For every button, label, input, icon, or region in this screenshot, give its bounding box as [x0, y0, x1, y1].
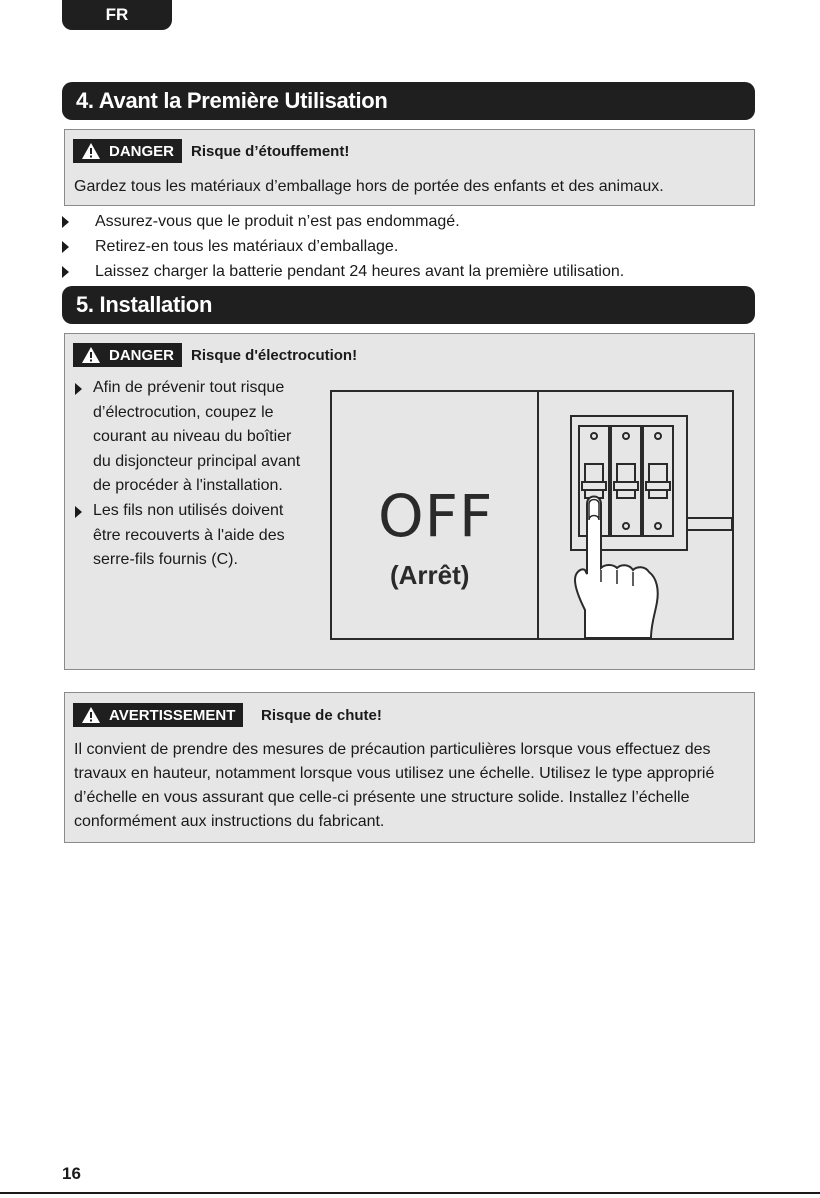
bullet-arrow-icon	[62, 266, 69, 278]
warning-badge-label: AVERTISSEMENT	[109, 706, 236, 724]
risk-title: Risque d’étouffement!	[191, 143, 350, 160]
warning-badge	[73, 703, 243, 727]
section-4-heading: 4. Avant la Première Utilisation	[62, 82, 755, 120]
list-item-text: Retirez-en tous les matériaux d’emballage.	[95, 238, 399, 255]
language-tab: FR	[62, 0, 172, 30]
danger-badge-label: DANGER	[109, 346, 175, 364]
preparation-list	[62, 209, 624, 284]
bullet-arrow-icon	[75, 506, 82, 518]
warning-triangle-icon	[81, 346, 101, 364]
danger-choking-panel	[64, 129, 755, 206]
breaker-off-illustration	[330, 390, 734, 640]
bullet-arrow-icon	[62, 241, 69, 253]
danger-badge	[73, 343, 182, 367]
list-item-text: Laissez charger la batterie pendant 24 heures avant la première utilisation.	[95, 263, 625, 280]
breaker-hand-icon	[539, 392, 732, 638]
list-item-text: Afin de prévenir tout risque d’électrocution, coupez le courant au niveau du boîtier du disjoncteur principal avant de procéder à l'installation.	[93, 379, 301, 495]
danger-badge	[73, 139, 182, 163]
section-5-heading: 5. Installation	[62, 286, 755, 324]
bullet-arrow-icon	[75, 383, 82, 395]
list-item	[75, 376, 305, 499]
warning-triangle-icon	[81, 142, 101, 160]
arret-label: (Arrêt)	[390, 560, 470, 590]
risk-title: Risque d'électrocution!	[191, 347, 358, 364]
list-item	[75, 499, 305, 573]
list-item-text: Assurez-vous que le produit n’est pas endommagé.	[95, 213, 460, 230]
list-item	[62, 234, 624, 259]
risk-title: Risque de chute!	[261, 707, 382, 724]
danger-badge-label: DANGER	[109, 142, 175, 160]
installation-warning-list	[75, 376, 305, 573]
list-item-text: Les fils non utilisés doivent être recouverts à l'aide des serre-fils fournis (C).	[93, 501, 285, 569]
warning-text: Il convient de prendre des mesures de précaution particulières lorsque vous effectuez des travaux en hauteur, notamment lorsque vous utilisez une échelle. Utilisez le type approprié d’échelle en vous assurant que celle-ci présente une structure solide. Installez l’échelle conformément aux instructions du fabricant.	[74, 741, 715, 830]
warning-fall-panel	[64, 692, 755, 843]
list-item	[62, 259, 624, 284]
danger-electrocution-panel	[64, 333, 755, 670]
list-item	[62, 209, 624, 234]
bullet-arrow-icon	[62, 216, 69, 228]
off-label: OFF	[378, 482, 494, 550]
bottom-rule	[0, 1192, 820, 1194]
warning-triangle-icon	[81, 706, 101, 724]
warning-text: Gardez tous les matériaux d’emballage hors de portée des enfants et des animaux.	[74, 178, 664, 195]
page-number: 16	[62, 1164, 81, 1183]
